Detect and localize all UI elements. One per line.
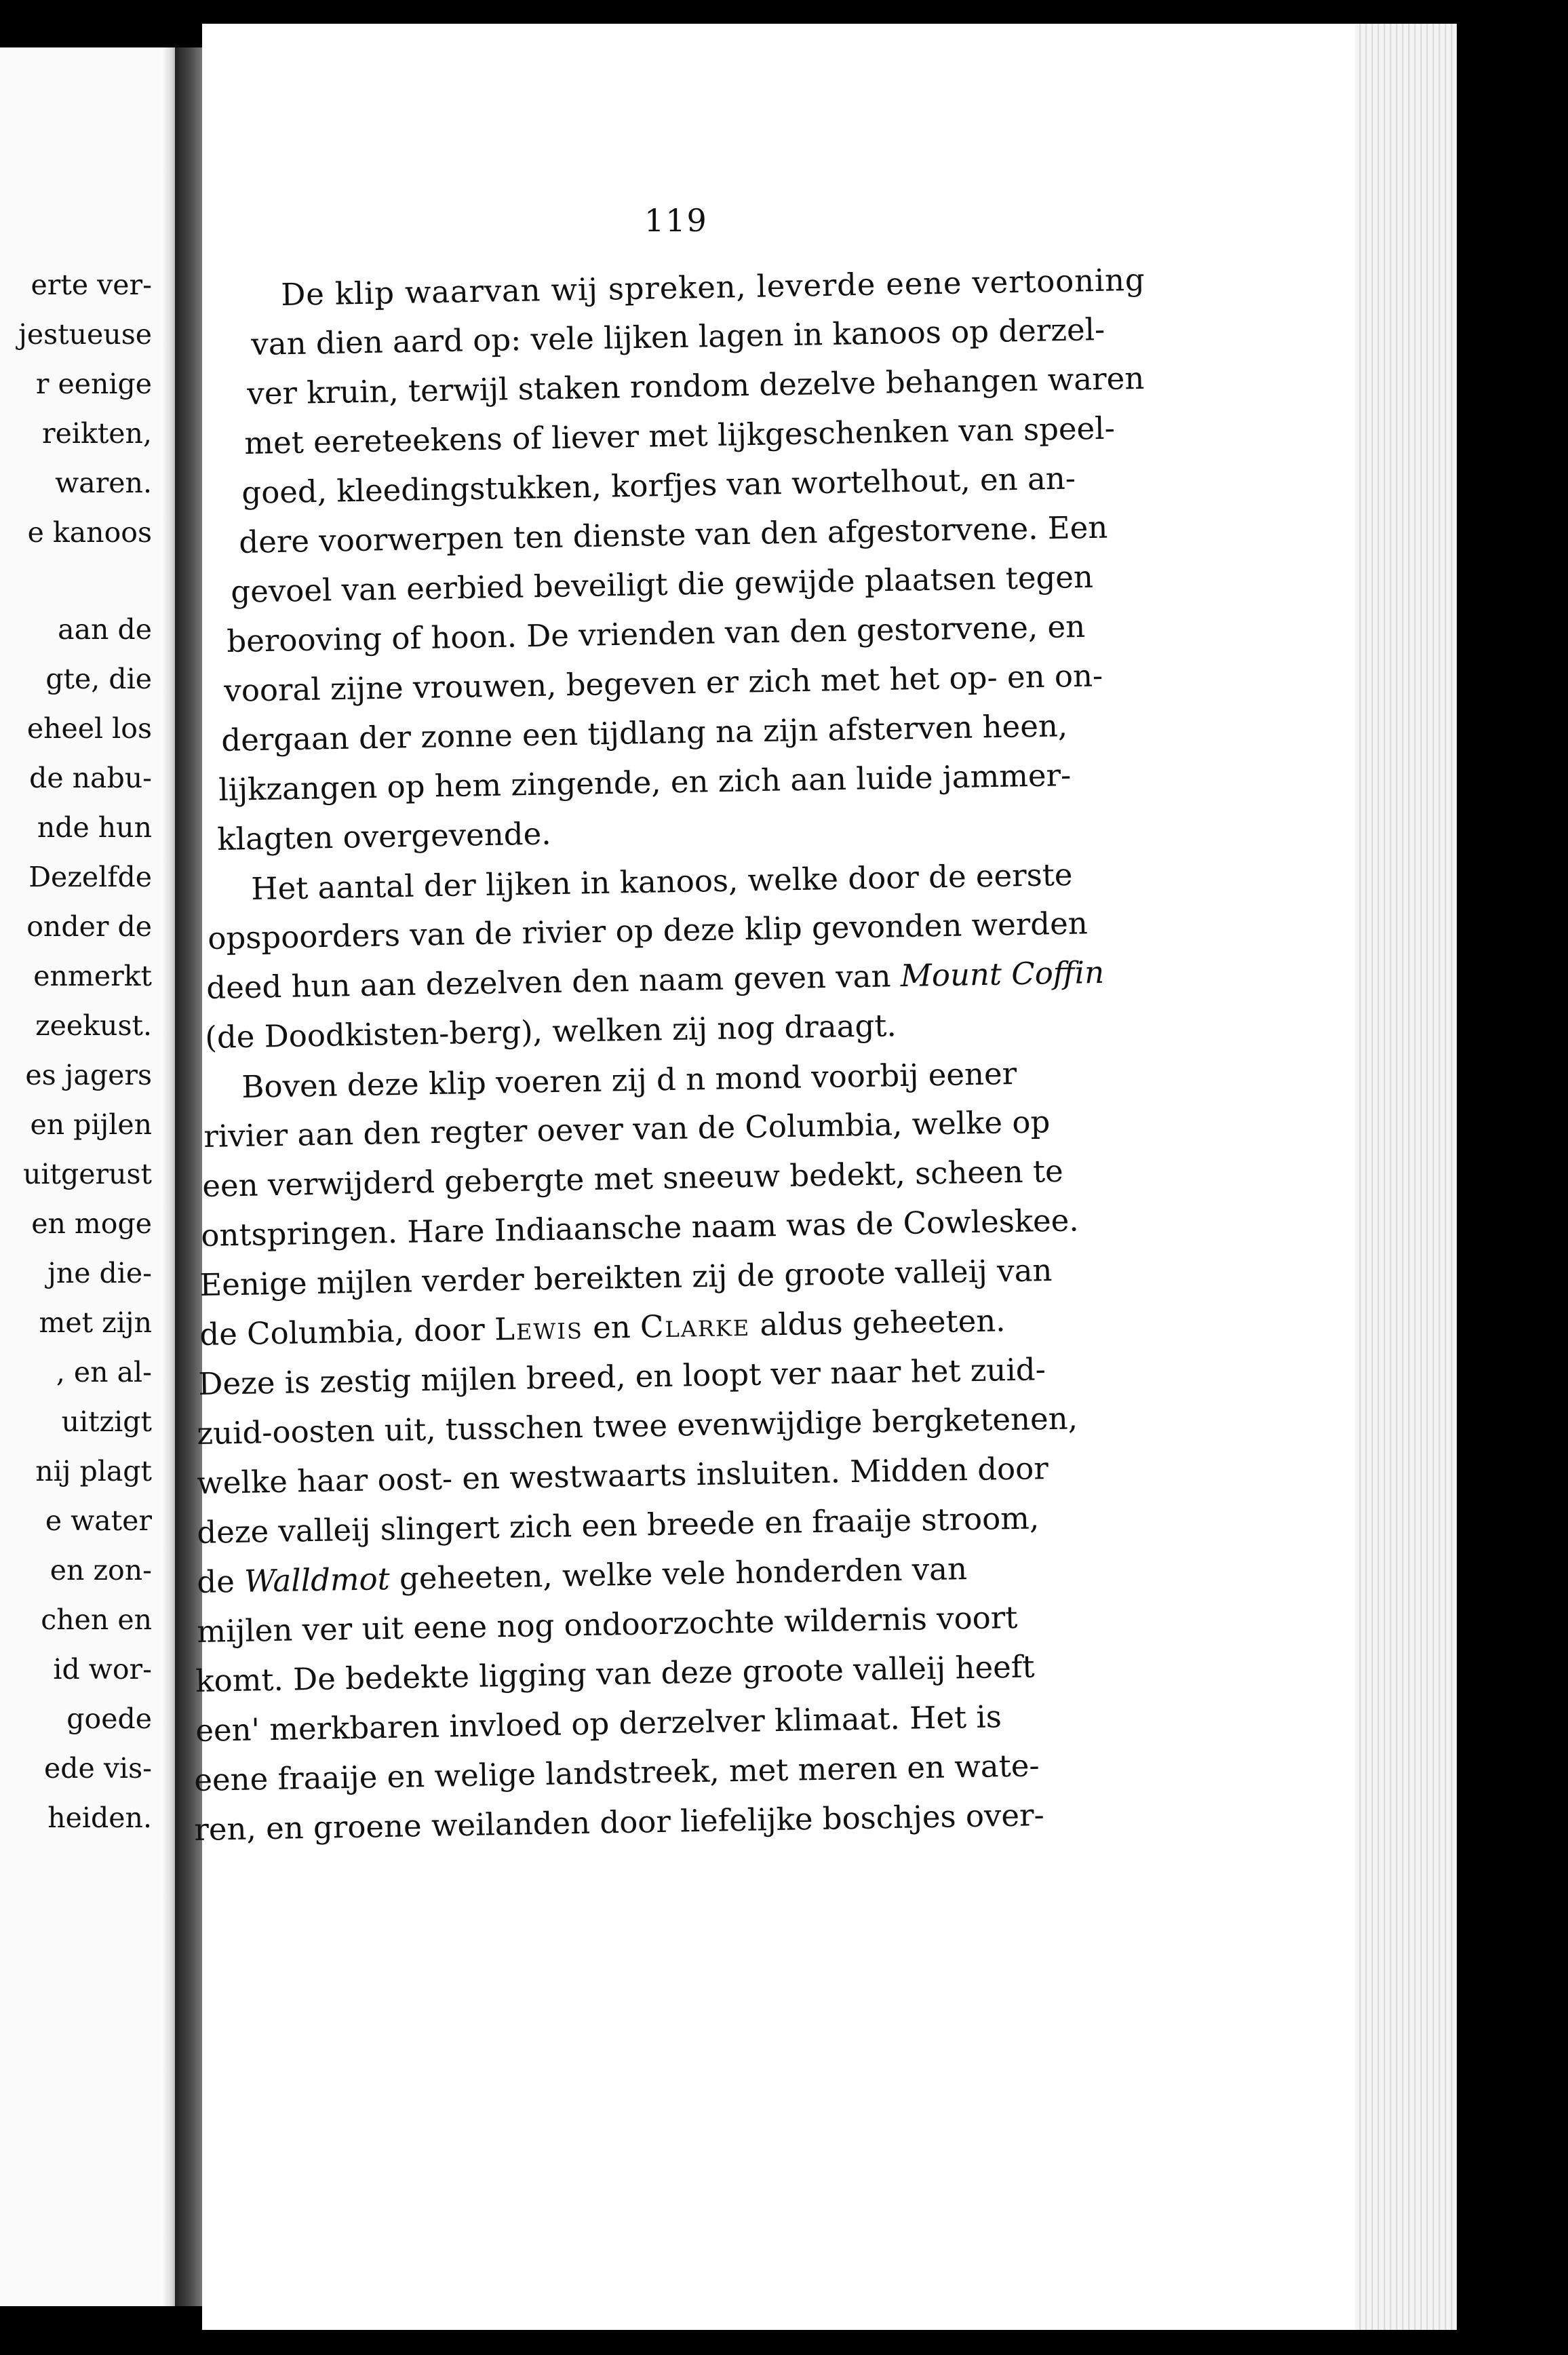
- left-page-line: waren.: [55, 467, 152, 499]
- text-line: deze valleij slingert zich een breede en fraaije stroom,: [196, 1500, 1040, 1551]
- left-page-line: aan de: [58, 613, 152, 646]
- left-page-line: met zijn: [39, 1306, 152, 1339]
- left-page-line: jne die-: [47, 1257, 152, 1289]
- text-line: lijkzangen op hem zingende, en zich aan luide jammer-: [218, 757, 1072, 808]
- left-page-line: e water: [45, 1504, 152, 1537]
- text-line: een' merkbaren invloed op derzelver klimaat. Het is: [195, 1698, 1002, 1749]
- text-line: goed, kleedingstukken, korfjes van wortelhout, en an-: [241, 460, 1076, 511]
- page-number: 119: [644, 202, 708, 239]
- text-line: [196, 1551, 968, 1600]
- left-page-line: uitzigt: [61, 1405, 152, 1438]
- text-line: klagten overgevende.: [216, 815, 551, 857]
- mount-coffin-italic: Mount Coffin: [900, 954, 1105, 994]
- text-line: zuid-oosten uit, tusschen twee evenwijdige bergketenen,: [196, 1400, 1078, 1452]
- left-page-line: en zon-: [50, 1554, 152, 1587]
- text-line: ren, en groene weilanden door liefelijke boschjes over-: [193, 1797, 1045, 1848]
- text-segment: aldus geheeten.: [749, 1302, 1006, 1343]
- left-page-line: onder de: [26, 910, 152, 943]
- left-page-line: zeekust.: [35, 1009, 152, 1042]
- left-page-line: en moge: [31, 1207, 152, 1240]
- text-line: Boven deze klip voeren zij d n mond voorbij eener: [241, 1055, 1017, 1105]
- text-line: komt. De bedekte ligging van deze groote valleij heeft: [195, 1648, 1035, 1699]
- text-line: mijlen ver uit eene nog ondoorzochte wildernis voort: [196, 1599, 1018, 1650]
- left-page-line: reikten,: [42, 417, 152, 450]
- left-page-line: gte, die: [45, 663, 152, 695]
- text-line: ontspringen. Hare Indiaansche naam was de Cowleskee.: [200, 1202, 1080, 1253]
- walldmot-italic: Walldmot: [243, 1561, 391, 1599]
- left-page-line: r eenige: [35, 368, 152, 400]
- left-page-line: id wor-: [53, 1653, 152, 1686]
- text-line: berooving of hoon. De vrienden van den gestorvene, en: [226, 608, 1086, 659]
- lewis-small-caps: Lewis: [494, 1310, 584, 1348]
- text-segment: geheeten, welke vele honderden van: [389, 1551, 968, 1597]
- text-segment: en: [583, 1308, 641, 1346]
- left-page-line: eheel los: [26, 712, 152, 745]
- left-page-line: Dezelfde: [28, 861, 152, 893]
- text-line: Het aantal der lijken in kanoos, welke door de eerste: [250, 856, 1073, 907]
- text-line: van dien aard op: vele lijken lagen in kanoos op derzel-: [250, 311, 1105, 362]
- text-line: gevoel van eerbied beveiligt die gewijde plaatsen tegen: [230, 558, 1094, 610]
- left-page-line: e kanoos: [27, 516, 152, 549]
- left-page-line: erte ver-: [31, 269, 152, 301]
- text-segment: de: [196, 1563, 245, 1600]
- text-line: rivier aan den regter oever van de Columbia, welke op: [203, 1104, 1051, 1154]
- left-page-line: jestueuse: [18, 318, 152, 351]
- left-page-line: nij plagt: [35, 1455, 152, 1487]
- left-page-line: nde hun: [37, 811, 152, 844]
- text-line: vooral zijne vrouwen, begeven er zich met het op- en on-: [223, 657, 1103, 709]
- text-segment: de Columbia, door: [199, 1311, 495, 1352]
- left-page-line: enmerkt: [33, 960, 152, 992]
- left-page-line: goede: [66, 1702, 152, 1735]
- text-line: (de Doodkisten-berg), welken zij nog draagt.: [204, 1007, 897, 1055]
- left-page-line: uitgerust: [22, 1158, 152, 1190]
- text-segment: deed hun aan dezelven den naam geven van: [205, 958, 901, 1006]
- left-page-line: ede vis-: [44, 1752, 152, 1785]
- text-line: [199, 1302, 1006, 1352]
- left-page-line: chen en: [41, 1603, 152, 1636]
- left-page-line: , en al-: [56, 1356, 152, 1388]
- text-line: dergaan der zonne een tijdlang na zijn afsterven heen,: [220, 707, 1068, 758]
- text-line: met eereteekens of liever met lijkgeschenken van speel-: [243, 410, 1116, 461]
- text-line: Deze is zestig mijlen breed, en loopt ver naar het zuid-: [197, 1351, 1046, 1402]
- left-page-line: en pijlen: [30, 1108, 152, 1141]
- text-line: Eenige mijlen verder bereikten zij de groote valleij van: [199, 1252, 1053, 1303]
- text-line: De klip waarvan wij spreken, leverde eene vertooning: [280, 261, 1145, 313]
- left-page-line: heiden.: [47, 1802, 152, 1834]
- text-line: dere voorwerpen ten dienste van den afgestorvene. Een: [238, 509, 1108, 560]
- left-page-line: de nabu-: [29, 762, 152, 794]
- text-line: welke haar oost- en westwaarts insluiten. Midden door: [196, 1450, 1049, 1501]
- text-line: opspoorders van de rivier op deze klip gevonden werden: [207, 905, 1089, 956]
- left-page-line: es jagers: [25, 1059, 152, 1091]
- text-line: ver kruin, terwijl staken rondom dezelve behangen waren: [246, 359, 1145, 412]
- text-line: eene fraaije en welige landstreek, met meren en wate-: [193, 1747, 1040, 1798]
- text-line: [205, 954, 1105, 1006]
- text-line: een verwijderd gebergte met sneeuw bedekt, scheen te: [201, 1152, 1064, 1204]
- clarke-small-caps: Clarke: [640, 1306, 751, 1345]
